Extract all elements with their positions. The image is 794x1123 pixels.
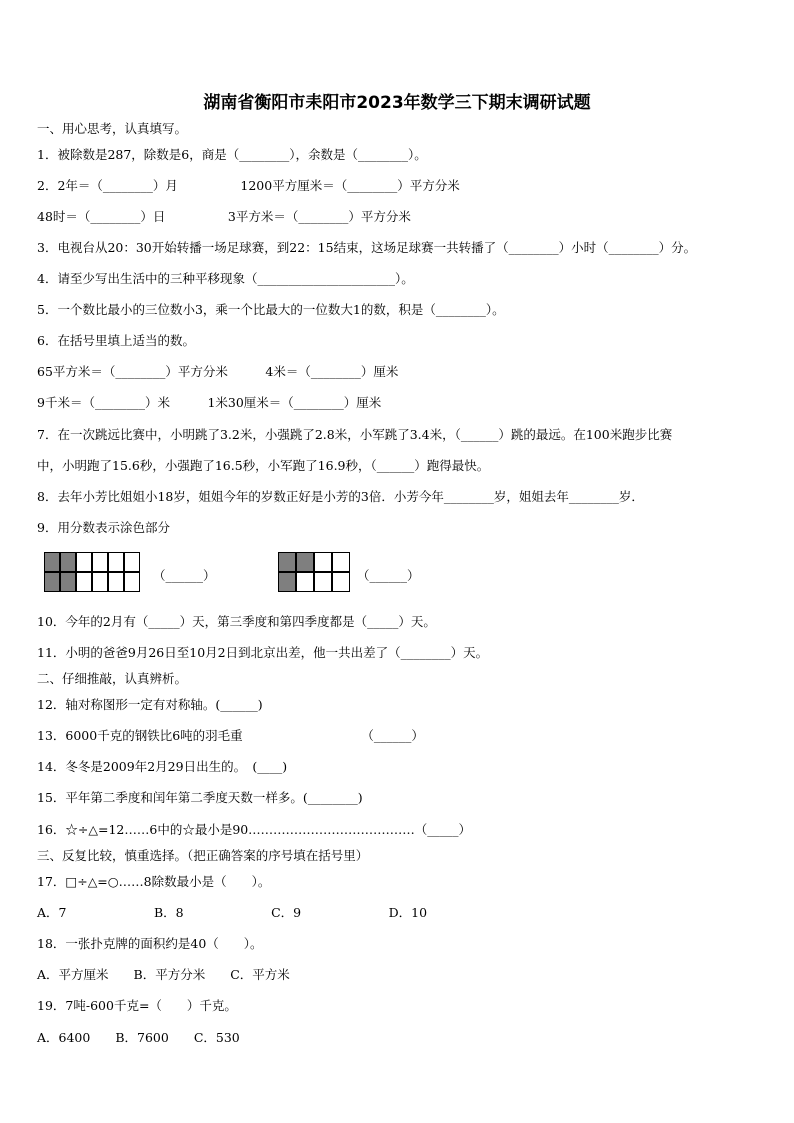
grid-cell [296,572,314,592]
question-18: 18．一张扑克牌的面积约是40（ ）。 [37,936,263,951]
grid-cell [92,572,108,592]
question-2a: 2．2年＝（________）月 1200平方厘米＝（________）平方分米 [37,178,460,193]
section-3-heading: 三、反复比较，慎重选择。（把正确答案的序号填在括号里） [37,848,369,863]
grid-cell [314,572,332,592]
grid-cell [278,552,296,572]
grid-cell [76,552,92,572]
question-4: 4．请至少写出生活中的三种平移现象（______________________）。 [37,271,414,286]
question-5: 5．一个数比最小的三位数小3，乘一个比最大的一位数大1的数，积是（________）。 [37,302,505,317]
question-8: 8．去年小芳比姐姐小18岁，姐姐今年的岁数正好是小芳的3倍．小芳今年________岁，姐姐去年________岁． [37,489,644,504]
grid-cell [278,572,296,592]
question-6a: 65平方米＝（________）平方分米 4米＝（________）厘米 [37,364,399,379]
question-15: 15．平年第二季度和闰年第二季度天数一样多。(________) [37,790,363,805]
question-6b: 9千米＝（________）米 1米30厘米＝（________）厘米 [37,395,382,410]
page-title: 湖南省衡阳市耒阳市2023年数学三下期末调研试题 [203,93,591,113]
question-12: 12．轴对称图形一定有对称轴。(______) [37,697,263,712]
question-6: 6．在括号里填上适当的数。 [37,333,195,348]
grid-cell [76,572,92,592]
question-2b: 48时＝（________）日 3平方米＝（________）平方分米 [37,209,411,224]
fraction-answer-blank-1: （______） [153,568,216,583]
question-17-options: A．7 B．8 C．9 D．10 [37,905,428,920]
section-1-heading: 一、用心思考，认真填写。 [37,121,188,136]
question-9: 9．用分数表示涂色部分 [37,520,170,535]
question-17: 17．□÷△=○……8除数最小是（ ）。 [37,874,271,889]
grid-cell [44,552,60,572]
section-2-heading: 二、仔细推敲，认真辨析。 [37,671,188,686]
fraction-answer-blank-2: （______） [357,568,420,583]
question-7a: 7．在一次跳远比赛中，小明跳了3.2米，小强跳了2.8米，小军跳了3.4米，（______）跳的最远。在100米跑步比赛 [37,427,673,442]
fraction-figure-2 [278,552,350,594]
grid-cell [108,572,124,592]
question-7b: 中，小明跑了15.6秒，小强跑了16.5秒，小军跑了16.9秒，（______）跑得最快。 [37,458,490,473]
question-3: 3．电视台从20：30开始转播一场足球赛，到22：15结束，这场足球赛一共转播了（________）小时（________）分。 [37,240,697,255]
question-13: 13．6000千克的钢铁比6吨的羽毛重 （______） [37,728,424,743]
grid-cell [296,552,314,572]
grid-cell [124,552,140,572]
grid-cell [332,572,350,592]
question-19: 19．7吨-600千克=（ ）千克。 [37,998,237,1013]
question-19-options: A．6400 B．7600 C．530 [37,1030,240,1045]
fraction-figure-1 [44,552,144,594]
grid-cell [124,572,140,592]
question-1: 1．被除数是287，除数是6，商是（________），余数是（________）。 [37,147,427,162]
question-18-options: A．平方厘米 B．平方分米 C．平方米 [37,967,290,982]
question-16: 16．☆÷△=12……6中的☆最小是90.…………………………………（_____） [37,822,471,837]
grid-cell [92,552,108,572]
question-10: 10．今年的2月有（_____）天，第三季度和第四季度都是（_____）天。 [37,614,436,629]
grid-cell [60,552,76,572]
grid-cell [108,552,124,572]
question-11: 11．小明的爸爸9月26日至10月2日到北京出差，他一共出差了（________）天。 [37,645,489,660]
grid-cell [60,572,76,592]
grid-cell [314,552,332,572]
grid-cell [332,552,350,572]
grid-cell [44,572,60,592]
question-14: 14．冬冬是2009年2月29日出生的。 (____) [37,759,288,774]
